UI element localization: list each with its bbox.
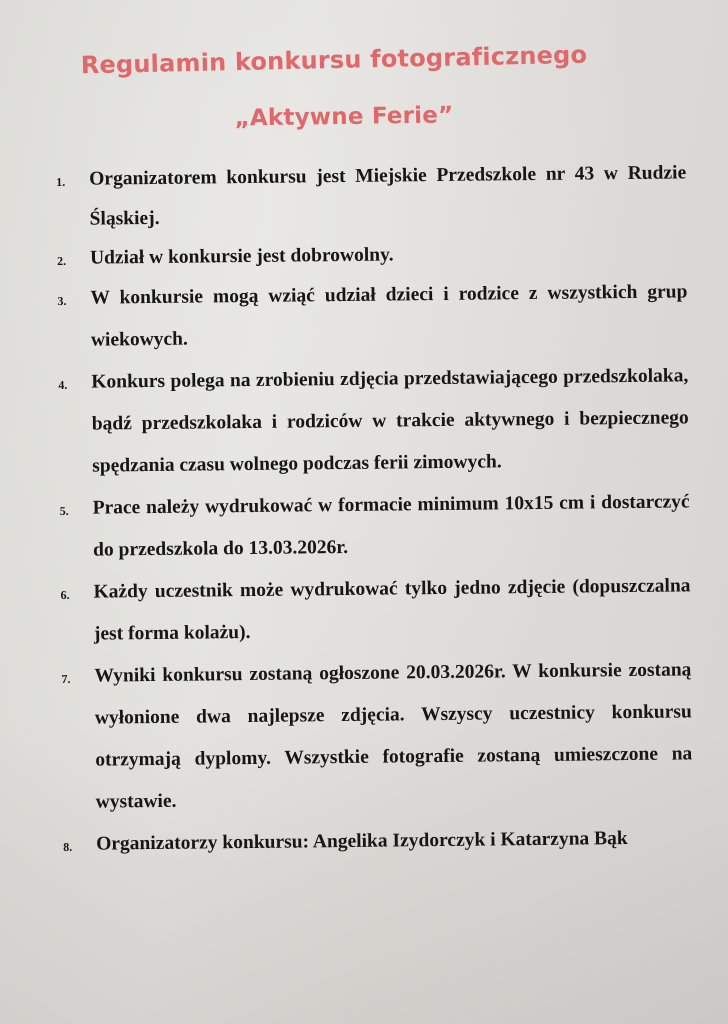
rule-number: 3. — [57, 293, 67, 308]
rule-item — [57, 271, 688, 362]
document-title: Regulamin konkursu fotograficznego — [80, 40, 588, 80]
rule-item — [61, 649, 693, 824]
document-subtitle: „Aktywne Ferie” — [234, 102, 454, 132]
rule-item — [57, 233, 687, 278]
rule-item — [59, 481, 690, 572]
rule-number: 7. — [61, 671, 71, 686]
rule-item — [63, 817, 693, 866]
rule-number: 8. — [63, 839, 73, 854]
rule-number: 4. — [58, 377, 68, 392]
rule-item — [60, 565, 691, 656]
rule-number: 2. — [56, 253, 67, 268]
rule-text: W konkursie mogą wziąć udział dzieci i rodzice z wszystkich grup wiekowych. — [90, 281, 688, 351]
rule-text: Każdy uczestnik może wydrukować tylko jedno zdjęcie (dopuszczalna jest forma kolażu). — [93, 575, 691, 645]
rule-text: Organizatorem konkursu jest Miejskie Przedszkole nr 43 w Rudzie Śląskiej. — [89, 162, 687, 230]
rule-text: Wyniki konkursu zostaną ogłoszone 20.03.2026r. W konkursie zostaną wyłonione dwa najlepsze zdjęcia. Wszyscy uczestnicy konkursu otrzymają dyplomy. Wszystkie fotografie zostaną umieszczone na wystawie. — [94, 659, 693, 813]
rule-item — [58, 355, 689, 488]
rule-number: 1. — [56, 174, 66, 189]
rule-text: Udział w konkursie jest dobrowolny. — [89, 244, 394, 269]
rules-list — [56, 153, 693, 866]
rule-text: Prace należy wydrukować w formacie minimum 10x15 cm i dostarczyć do przedszkola do 13.03.2026r. — [92, 491, 690, 561]
rule-item — [56, 153, 687, 240]
rule-number: 5. — [59, 503, 69, 518]
rule-number: 6. — [60, 587, 70, 602]
rule-text: Organizatorzy konkursu: Angelika Izydorczyk i Katarzyna Bąk — [96, 828, 628, 855]
rule-text: Konkurs polega na zrobieniu zdjęcia przedstawiającego przedszkolaka, bądź przedszkolaka i rodziców w trakcie aktywnego i bezpiecznego spędzania czasu wolnego podczas ferii zimowych. — [91, 365, 689, 477]
